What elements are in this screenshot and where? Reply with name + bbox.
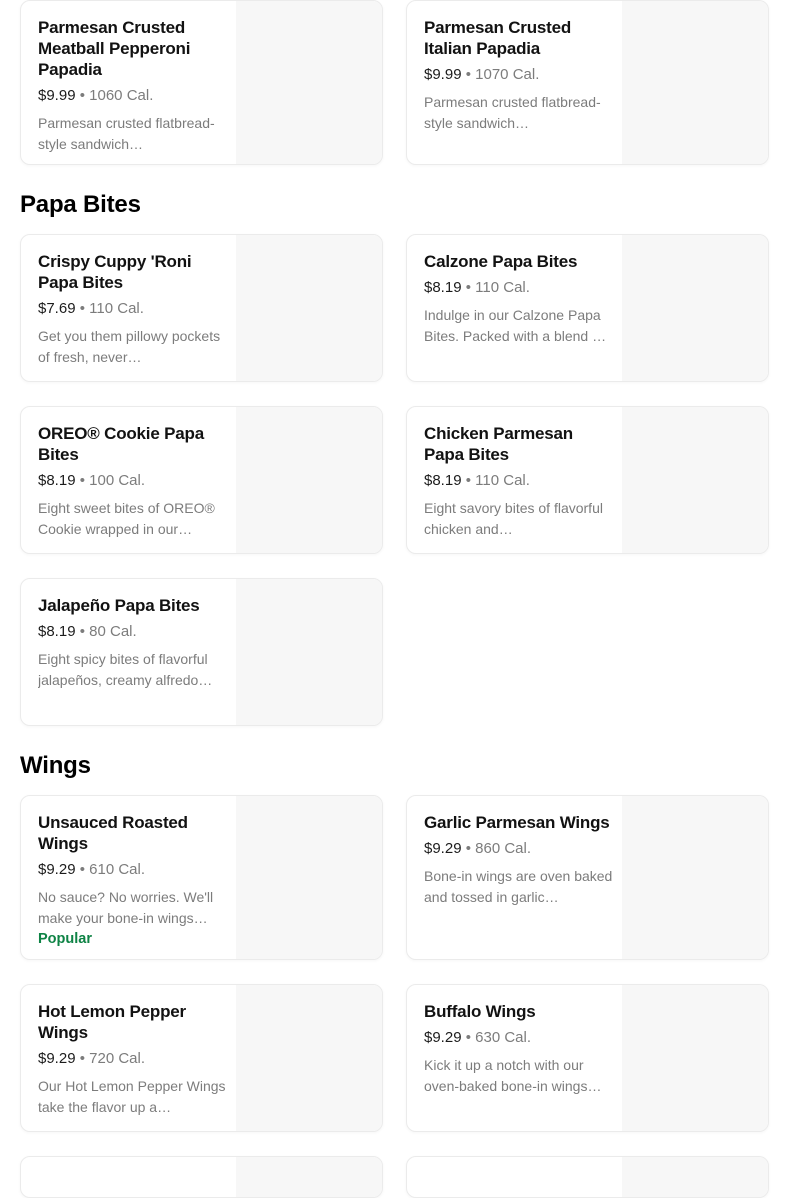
menu-item-card[interactable] bbox=[406, 795, 769, 960]
menu-item-card[interactable] bbox=[20, 234, 383, 382]
item-calories: 720 Cal. bbox=[89, 1050, 146, 1067]
item-meta bbox=[38, 622, 228, 642]
item-calories: 1070 Cal. bbox=[475, 66, 540, 83]
item-meta bbox=[424, 839, 614, 859]
item-meta bbox=[38, 1049, 228, 1069]
item-description: Get you them pillowy pockets of fresh, never… bbox=[38, 328, 221, 365]
popular-badge: Popular bbox=[38, 931, 92, 947]
menu-item-card[interactable] bbox=[20, 578, 383, 726]
menu-item-body bbox=[407, 985, 622, 1131]
item-description: Indulge in our Calzone Papa Bites. Packed with a blend … bbox=[424, 307, 607, 344]
item-calories: 80 Cal. bbox=[89, 623, 137, 640]
item-name: OREO® Cookie Papa Bites bbox=[38, 424, 204, 464]
meta-separator: • bbox=[79, 861, 85, 878]
menu-item-card-partial[interactable] bbox=[406, 1156, 769, 1198]
item-name: Garlic Parmesan Wings bbox=[424, 813, 610, 832]
item-calories: 610 Cal. bbox=[89, 861, 146, 878]
item-price: $9.99 bbox=[38, 87, 76, 104]
item-name: Parmesan Crusted Italian Papadia bbox=[424, 18, 572, 58]
menu-item-body bbox=[407, 796, 622, 959]
item-image bbox=[236, 1, 382, 164]
meta-separator: • bbox=[79, 1050, 85, 1067]
item-price: $7.69 bbox=[38, 300, 76, 317]
menu-item-card-partial[interactable] bbox=[20, 1156, 383, 1198]
menu-item-body bbox=[21, 579, 236, 725]
menu-item-body bbox=[21, 1157, 236, 1197]
menu-item-body bbox=[21, 407, 236, 553]
item-image bbox=[622, 235, 768, 381]
item-description: Eight savory bites of flavorful chicken and… bbox=[424, 500, 603, 537]
section-title-papa-bites: Papa Bites bbox=[20, 191, 141, 218]
menu-section bbox=[20, 0, 804, 165]
meta-separator: • bbox=[79, 87, 85, 104]
item-image bbox=[622, 1, 768, 164]
menu-item-body bbox=[407, 1, 622, 164]
item-price: $9.29 bbox=[38, 861, 76, 878]
meta-separator: • bbox=[465, 472, 471, 489]
item-image bbox=[236, 796, 382, 959]
meta-separator: • bbox=[79, 300, 85, 317]
menu-item-card[interactable] bbox=[406, 406, 769, 554]
menu-item-card[interactable] bbox=[406, 984, 769, 1132]
menu-item-body bbox=[407, 1157, 622, 1197]
item-meta bbox=[424, 471, 614, 491]
item-calories: 100 Cal. bbox=[89, 472, 146, 489]
item-image bbox=[236, 235, 382, 381]
meta-separator: • bbox=[79, 623, 85, 640]
meta-separator: • bbox=[465, 840, 471, 857]
item-price: $8.19 bbox=[38, 623, 76, 640]
item-meta bbox=[38, 860, 228, 880]
item-price: $9.29 bbox=[38, 1050, 76, 1067]
item-calories: 630 Cal. bbox=[475, 1029, 532, 1046]
item-meta bbox=[38, 299, 228, 319]
item-name: Hot Lemon Pepper Wings bbox=[38, 1002, 186, 1042]
item-image bbox=[236, 1157, 382, 1197]
item-price: $9.29 bbox=[424, 1029, 462, 1046]
item-image bbox=[236, 985, 382, 1131]
item-meta bbox=[424, 65, 614, 85]
item-description: Eight sweet bites of OREO® Cookie wrapped in our… bbox=[38, 500, 215, 537]
meta-separator: • bbox=[465, 1029, 471, 1046]
item-image bbox=[622, 796, 768, 959]
item-calories: 110 Cal. bbox=[475, 472, 530, 489]
item-description: Parmesan crusted flatbread-style sandwich… bbox=[38, 115, 215, 152]
item-description: Eight spicy bites of flavorful jalapeños, creamy alfredo… bbox=[38, 651, 213, 688]
item-price: $8.19 bbox=[424, 472, 462, 489]
item-price: $9.99 bbox=[424, 66, 462, 83]
item-image bbox=[622, 407, 768, 553]
menu-item-card[interactable] bbox=[406, 234, 769, 382]
item-image bbox=[622, 1157, 768, 1197]
menu-item-body bbox=[407, 235, 622, 381]
menu-section bbox=[20, 191, 804, 726]
meta-separator: • bbox=[465, 279, 471, 296]
item-calories: 860 Cal. bbox=[475, 840, 532, 857]
section-grid bbox=[20, 234, 804, 726]
item-calories: 1060 Cal. bbox=[89, 87, 154, 104]
item-meta bbox=[38, 471, 228, 491]
item-description: Bone-in wings are oven baked and tossed in garlic… bbox=[424, 868, 613, 905]
meta-separator: • bbox=[465, 66, 471, 83]
menu-item-card[interactable] bbox=[20, 406, 383, 554]
item-calories: 110 Cal. bbox=[475, 279, 530, 296]
item-price: $8.19 bbox=[38, 472, 76, 489]
menu-section bbox=[20, 752, 804, 1198]
item-description: No sauce? No worries. We'll make your bone-in wings… bbox=[38, 889, 214, 926]
menu-item-card[interactable] bbox=[20, 984, 383, 1132]
item-price: $9.29 bbox=[424, 840, 462, 857]
section-grid bbox=[20, 0, 804, 165]
item-description: Parmesan crusted flatbread-style sandwich… bbox=[424, 94, 601, 131]
item-name: Jalapeño Papa Bites bbox=[38, 596, 200, 615]
meta-separator: • bbox=[79, 472, 85, 489]
section-title-wings: Wings bbox=[20, 752, 91, 779]
menu-item-body bbox=[21, 1, 236, 164]
item-meta bbox=[424, 1028, 614, 1048]
item-name: Parmesan Crusted Meatball Pepperoni Papadia bbox=[38, 18, 191, 79]
item-description: Our Hot Lemon Pepper Wings take the flavor up a… bbox=[38, 1078, 226, 1115]
menu-item-body bbox=[21, 796, 236, 959]
item-calories: 110 Cal. bbox=[89, 300, 144, 317]
item-price: $8.19 bbox=[424, 279, 462, 296]
item-image bbox=[622, 985, 768, 1131]
menu-item-card[interactable] bbox=[20, 0, 383, 165]
item-name: Unsauced Roasted Wings bbox=[38, 813, 188, 853]
menu-item-card[interactable] bbox=[406, 0, 769, 165]
section-grid bbox=[20, 795, 804, 1198]
item-name: Chicken Parmesan Papa Bites bbox=[424, 424, 573, 464]
item-image bbox=[236, 579, 382, 725]
menu-item-body bbox=[21, 235, 236, 381]
menu-item-card[interactable] bbox=[20, 795, 383, 960]
item-name: Calzone Papa Bites bbox=[424, 252, 578, 271]
item-description: Kick it up a notch with our oven-baked bone-in wings… bbox=[424, 1057, 602, 1094]
item-image bbox=[236, 407, 382, 553]
item-meta bbox=[424, 278, 614, 298]
menu-item-body bbox=[407, 407, 622, 553]
menu-item-body bbox=[21, 985, 236, 1131]
item-meta bbox=[38, 86, 228, 106]
item-name: Crispy Cuppy 'Roni Papa Bites bbox=[38, 252, 192, 292]
item-name: Buffalo Wings bbox=[424, 1002, 536, 1021]
